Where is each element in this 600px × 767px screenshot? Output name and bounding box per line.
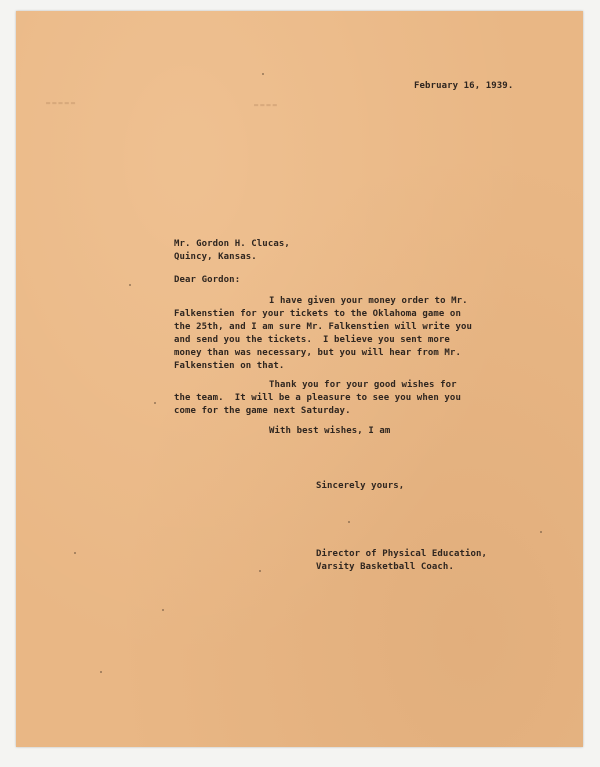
paper-speck: [129, 284, 131, 286]
complimentary-close: Sincerely yours,: [316, 481, 405, 491]
paragraph-2-line: the team. It will be a pleasure to see you when you: [174, 393, 461, 403]
paragraph-2-line: Thank you for your good wishes for: [269, 380, 457, 390]
paper-speck: [259, 570, 261, 572]
paper-speck: [348, 521, 350, 523]
signature-title-line: Director of Physical Education,: [316, 549, 488, 559]
salutation: Dear Gordon:: [174, 275, 241, 285]
paragraph-2-line: come for the game next Saturday.: [174, 406, 351, 416]
paper-speck: [74, 552, 76, 554]
bleed-through-mark: ▬▬▬▬: [254, 101, 279, 109]
letter-page: [16, 11, 583, 747]
signature-title-line: Varsity Basketball Coach.: [316, 562, 454, 572]
paper-speck: [162, 609, 164, 611]
paragraph-1-line: I have given your money order to Mr.: [269, 296, 468, 306]
paragraph-1-line: the 25th, and I am sure Mr. Falkenstien will write you: [174, 322, 472, 332]
paper-speck: [100, 671, 102, 673]
paragraph-1-line: Falkenstien on that.: [174, 361, 285, 371]
paragraph-1-line: money than was necessary, but you will hear from Mr.: [174, 348, 461, 358]
recipient-address: Quincy, Kansas.: [174, 252, 257, 262]
paragraph-1-line: Falkenstien for your tickets to the Oklahoma game on: [174, 309, 461, 319]
closing-line: With best wishes, I am: [269, 426, 391, 436]
paper-speck: [154, 402, 156, 404]
paper-speck: [262, 73, 264, 75]
recipient-name: Mr. Gordon H. Clucas,: [174, 239, 290, 249]
paper-speck: [540, 531, 542, 533]
bleed-through-mark: ▬▬▬▬▬: [46, 99, 78, 107]
letter-date: February 16, 1939.: [414, 81, 514, 91]
paragraph-1-line: and send you the tickets. I believe you sent more: [174, 335, 450, 345]
